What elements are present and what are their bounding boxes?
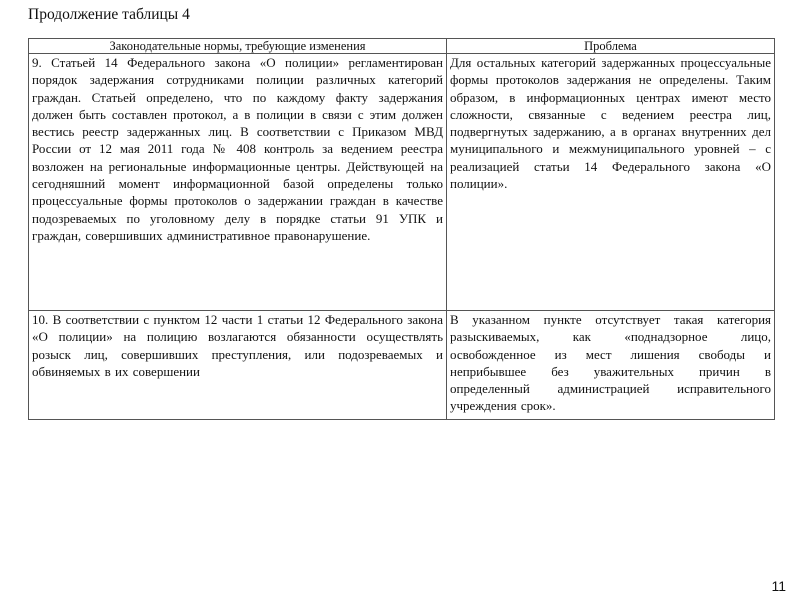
- problem-cell: Для остальных категорий задержанных процессуальные формы протоколов задержания не определены. Таким образом, в информационных центрах имеют место сложности, связанные с ведением реестра лиц, подвергнутых задержанию, а в органах внутренних дел муниципального и межмуниципального уровней – с реализацией статьи 14 Федерального закона «О полиции».: [447, 54, 775, 311]
- norm-cell: 10. В соответствии с пунктом 12 части 1 статьи 12 Федерального закона «О полиции» на полицию возлагаются обязанности осуществлять розыск лиц, совершивших преступления, или подозреваемых и обвиняемых в их совершении: [29, 311, 447, 420]
- header-problem: Проблема: [447, 39, 775, 54]
- table-row: [29, 311, 775, 420]
- norm-cell: 9. Статьей 14 Федерального закона «О полиции» регламентирован порядок задержания сотрудниками полиции различных категорий граждан. Статьей определено, что по каждому факту задержания должен быть составлен протокол, а в полиции в связи с этим должен вестись реестр задержанных лиц. В соответствии с Приказом МВД России от 12 мая 2011 года № 408 контроль за ведением реестра возложен на региональные информационные центры. Действующей на сегодняшний момент информационной базой определены только процессуальные формы протоколов о задержании граждан в качестве подозреваемых по уголовному делу в порядке статьи 91 УПК и граждан, совершивших административное правонарушение.: [29, 54, 447, 311]
- table-header-row: [29, 39, 775, 54]
- table-caption: Продолжение таблицы 4: [28, 6, 190, 23]
- problem-cell: В указанном пункте отсутствует такая категория разыскиваемых, как «поднадзорное лицо, освобожденное из мест лишения свободы и неприбывшее без уважительных причин в определенный администрацией исправительного учреждения срок».: [447, 311, 775, 420]
- legislation-table: [28, 38, 775, 420]
- table-row: [29, 54, 775, 311]
- page-number: 11: [771, 578, 786, 594]
- header-legal-norms: Законодательные нормы, требующие изменения: [29, 39, 447, 54]
